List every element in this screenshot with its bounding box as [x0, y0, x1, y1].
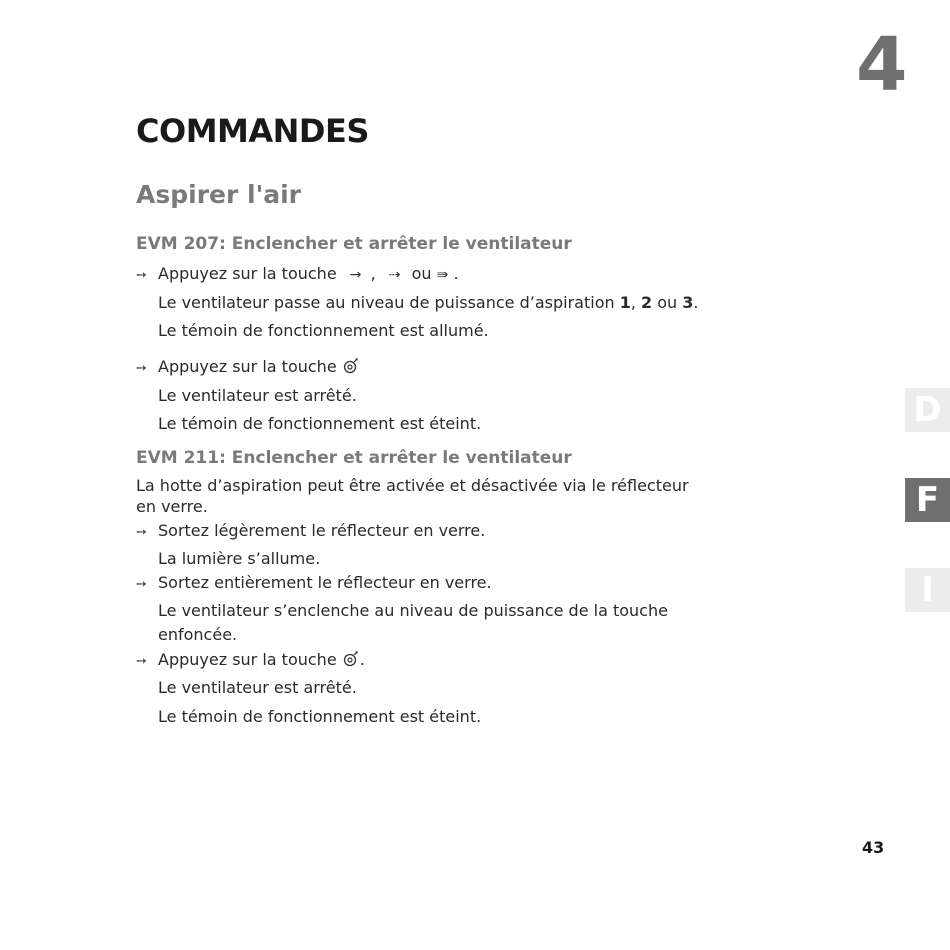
- evm207-result-2a: Le ventilateur est arrêté.: [158, 386, 357, 405]
- evm207-result-1b: Le témoin de fonctionnement est allumé.: [158, 321, 489, 340]
- evm211-step-1: ➙ Sortez légèrement le réflecteur en verre.: [136, 520, 485, 543]
- speed-3-key-icon: ⇛: [436, 267, 449, 283]
- evm211-result-3b: Le témoin de fonctionnement est éteint.: [158, 707, 482, 726]
- evm211-heading: EVM 211: Enclencher et arrêter le ventilateur: [136, 448, 572, 468]
- evm211-result-2a: Le ventilateur s’enclenche au niveau de puissance de la touche: [158, 601, 668, 620]
- speed-2-key-icon: ⇢: [388, 267, 401, 283]
- language-tab-f[interactable]: F: [905, 478, 950, 522]
- chapter-number: 4: [856, 22, 908, 108]
- evm211-result-2b: enfoncée.: [158, 625, 238, 644]
- arrow-right-icon: ➙: [136, 577, 147, 592]
- language-tab-d[interactable]: D: [905, 388, 950, 432]
- speed-1-key-icon: →: [349, 267, 362, 283]
- arrow-right-icon: ➙: [136, 268, 147, 283]
- evm211-intro-1: La hotte d’aspiration peut être activée et désactivée via le réflecteur: [136, 476, 689, 495]
- evm207-result-1a: Le ventilateur passe au niveau de puissance d’aspiration 1, 2 ou 3.: [158, 293, 699, 312]
- arrow-right-icon: ➙: [136, 525, 147, 540]
- page-number: 43: [862, 838, 885, 857]
- evm211-step-3: ➙ Appuyez sur la touche .: [136, 649, 365, 672]
- evm207-step-2: ➙ Appuyez sur la touche: [136, 356, 360, 379]
- evm207-heading: EVM 207: Enclencher et arrêter le ventilateur: [136, 234, 572, 254]
- evm207-step-1: ➙ Appuyez sur la touche → , ⇢ ou ⇛ .: [136, 263, 459, 286]
- language-tab-i[interactable]: I: [905, 568, 950, 612]
- fan-icon: [342, 357, 360, 379]
- page-title: COMMANDES: [136, 112, 369, 150]
- evm211-result-1: La lumière s’allume.: [158, 549, 321, 568]
- evm207-result-2b: Le témoin de fonctionnement est éteint.: [158, 414, 482, 433]
- arrow-right-icon: ➙: [136, 361, 147, 376]
- evm211-intro-2: en verre.: [136, 497, 208, 516]
- arrow-right-icon: ➙: [136, 654, 147, 669]
- section-title: Aspirer l'air: [136, 180, 302, 209]
- evm211-step-2: ➙ Sortez entièrement le réflecteur en verre.: [136, 572, 492, 595]
- fan-icon: [342, 650, 360, 672]
- evm211-result-3a: Le ventilateur est arrêté.: [158, 678, 357, 697]
